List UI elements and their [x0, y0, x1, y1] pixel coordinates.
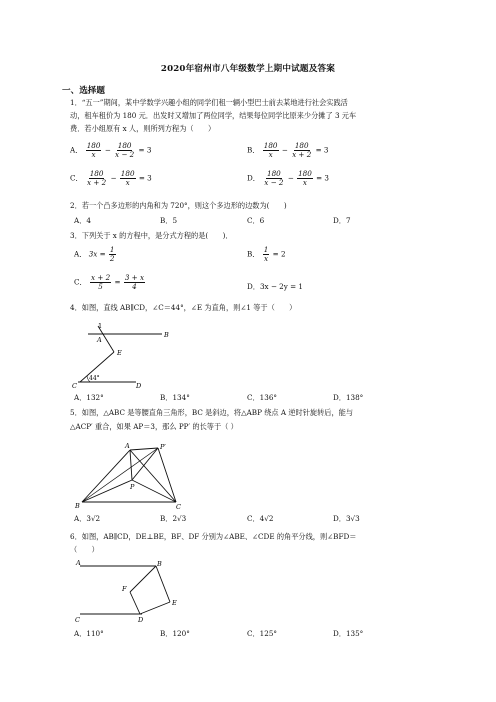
segment-ed [140, 602, 170, 614]
fraction: $\frac{x + 2}{5}$ [90, 273, 111, 291]
q3-option-c[interactable]: C． $\frac{x + 2}{5}$ = $\frac{3 + x}{4}$ [74, 273, 145, 291]
label-a: A [125, 442, 130, 450]
q1-option-c[interactable]: C． $\frac{180}{x + 2}$ − $\frac{180}{x}$ = 3 [70, 169, 152, 187]
label-a: A [97, 336, 102, 344]
label-b: B [75, 502, 80, 510]
q5-line1: 5．如图，△ABC 是等腰直角三角形，BC 是斜边，将△ABP 绕点 A 逆时针旋转后，能与 [70, 408, 354, 417]
q1-line2: 动，租车租价为 180 元．出发时又增加了两位同学，结果每位同学比原来少分摊了 3 元车 [70, 111, 357, 120]
q1-option-a[interactable]: A． $\frac{180}{x}$ − $\frac{180}{x - 2}$ = 3 [70, 141, 152, 159]
q4-option-d[interactable]: D．138° [333, 393, 364, 402]
label-1: 1 [98, 322, 103, 330]
label-d: D [136, 382, 142, 390]
fraction: $\frac{180}{x}$ [298, 169, 312, 187]
label-angle: 44° [89, 375, 100, 382]
q2-option-d[interactable]: D．7 [333, 216, 351, 225]
q6-option-b[interactable]: B．120° [160, 629, 190, 638]
q5-option-b[interactable]: B．2√3 [160, 514, 187, 523]
fraction: $\frac{180}{x}$ [86, 141, 101, 159]
q1-line3: 费．若小组原有 x 人，则所列方程为（ ） [70, 124, 216, 133]
label-b: B [164, 331, 169, 339]
label-e: E [117, 349, 122, 357]
q2-option-a[interactable]: A．4 [74, 216, 91, 225]
q4-option-a[interactable]: A．132° [74, 393, 104, 402]
q6-option-a[interactable]: A．110° [74, 629, 104, 638]
fraction: $\frac{180}{x - 2}$ [115, 141, 135, 159]
fraction: $\frac{3 + x}{4}$ [124, 273, 145, 291]
q2-option-c[interactable]: C．6 [247, 216, 265, 225]
segment-be [156, 566, 170, 602]
label-f: F [122, 585, 127, 593]
q6-line2: （ ） [70, 545, 99, 554]
label-p: P [130, 483, 135, 491]
segment-bp [82, 480, 132, 502]
q5-figure [72, 440, 192, 512]
q2-stem: 2．若一个凸多边形的内角和为 720°，则这个多边形的边数为( ) [70, 201, 287, 210]
fraction: $\frac{180}{x}$ [120, 169, 135, 187]
q6-option-d[interactable]: D．135° [333, 629, 364, 638]
segment-ab [82, 450, 130, 502]
q6-option-c[interactable]: C．125° [247, 629, 277, 638]
q1-line1: 1．“五一”期间，某中学数学兴趣小组的同学们租一辆小型巴士前去某地进行社会实践活 [70, 98, 348, 107]
fraction: $\frac{180}{x - 2}$ [264, 169, 284, 187]
q4-option-c[interactable]: C．136° [247, 393, 277, 402]
segment-ap [130, 450, 132, 480]
segment-bf [130, 566, 156, 592]
label-e: E [172, 599, 177, 607]
fraction: $\frac{1}{2}$ [109, 245, 115, 263]
q5-option-d[interactable]: D．3√3 [333, 514, 360, 523]
q4-stem: 4．如图，直线 AB∥CD，∠C＝44°，∠E 为直角，则∠1 等于（ ） [70, 303, 297, 312]
q6-figure [72, 558, 192, 624]
q5-option-c[interactable]: C．4√2 [247, 514, 274, 523]
q1-option-b[interactable]: B． $\frac{180}{x}$ − $\frac{180}{x + 2}$ = 3 [247, 141, 329, 159]
page-title: 2020年宿州市八年级数学上期中试题及答案 [160, 64, 336, 74]
label-d: D [138, 616, 144, 624]
label-c: C [72, 382, 77, 390]
segment-p2c [158, 448, 176, 502]
segment-ap2 [130, 448, 158, 450]
q3-option-a[interactable]: A． 3x = $\frac{1}{2}$ [74, 245, 115, 263]
segment-fd [130, 592, 140, 614]
segment-ac [130, 450, 176, 502]
q4-option-b[interactable]: B．134° [160, 393, 190, 402]
label-c: C [176, 503, 181, 511]
label-c: C [75, 616, 80, 624]
fraction: $\frac{1}{x}$ [263, 245, 269, 263]
label-p-prime: P′ [160, 443, 166, 451]
label-b: B [157, 560, 162, 568]
fraction: $\frac{180}{x + 2}$ [86, 169, 107, 187]
q5-line2: △ACP′ 重合，如果 AP＝3，那么 PP′ 的长等于（ ） [70, 422, 238, 431]
q3-option-b[interactable]: B． $\frac{1}{x}$ = 2 [247, 245, 286, 263]
q1-option-d[interactable]: D． $\frac{180}{x - 2}$ − $\frac{180}{x}$ = 3 [247, 169, 329, 187]
fraction: $\frac{180}{x}$ [263, 141, 278, 159]
fraction: $\frac{180}{x + 2}$ [292, 141, 312, 159]
q3-stem: 3．下列关于 x 的方程中，是分式方程的是( )． [70, 231, 233, 240]
segment-bp2 [82, 448, 158, 502]
q4-figure [70, 318, 180, 390]
q2-option-b[interactable]: B．5 [160, 216, 178, 225]
label-a: A [76, 559, 81, 567]
q3-option-d[interactable]: D．3x − 2y = 1 [247, 282, 303, 291]
q5-option-a[interactable]: A．3√2 [74, 514, 101, 523]
q6-line1: 6．如图，AB∥CD，DE⊥BE，BF、DF 分别为∠ABE、∠CDE 的角平分线，则∠BFD＝ [70, 532, 357, 541]
section-heading: 一、选择题 [62, 86, 105, 96]
